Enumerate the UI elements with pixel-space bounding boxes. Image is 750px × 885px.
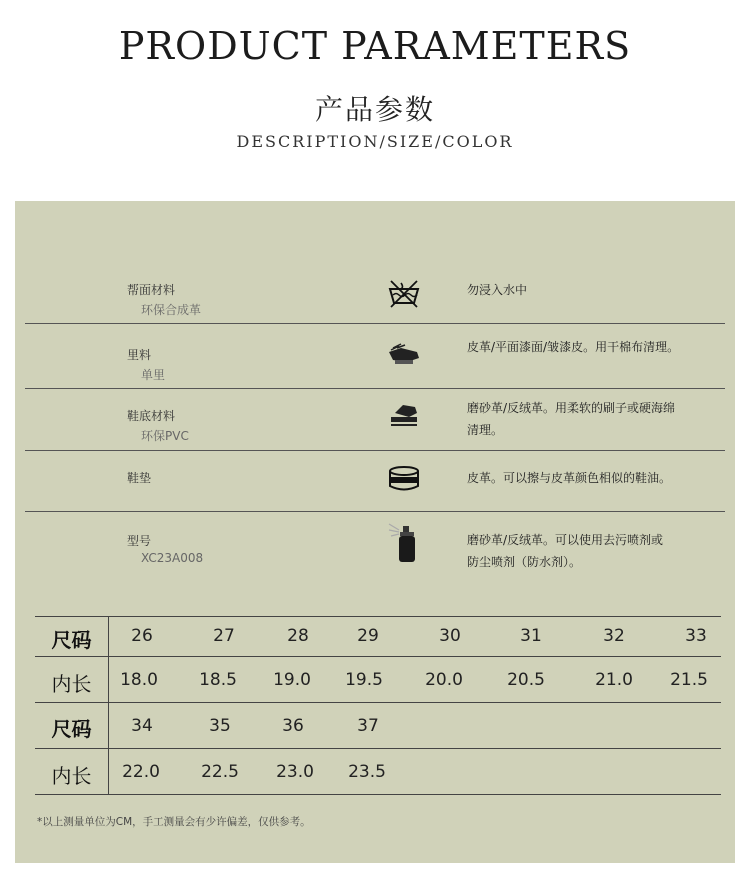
size-row-head: 尺码 — [51, 717, 92, 741]
size-row-head: 尺码 — [51, 628, 92, 652]
no-soak-water-icon — [387, 279, 421, 309]
measurement-note: *以上测量单位为CM，手工测量会有少许偏差，仅供参考。 — [37, 816, 311, 828]
param-value: 环保PVC — [141, 429, 189, 443]
page-subtitle-cn: 产品参数 — [314, 93, 435, 126]
wipe-hand-cloth-icon — [387, 340, 421, 370]
table-line — [35, 702, 721, 703]
table-cell: 19.0 — [273, 670, 311, 690]
table-line — [35, 656, 721, 657]
table-cell: 28 — [287, 626, 309, 646]
parameters-panel — [15, 201, 735, 863]
table-cell: 36 — [282, 716, 304, 736]
size-row-head: 内长 — [51, 672, 92, 696]
table-vline — [108, 616, 109, 794]
table-cell: 33 — [685, 626, 707, 646]
table-cell: 37 — [357, 716, 379, 736]
param-row-sole-material — [15, 389, 735, 451]
param-label: 帮面材料 — [127, 283, 176, 297]
table-cell: 23.5 — [348, 762, 386, 782]
care-instruction: 皮革。可以擦与皮革颜色相似的鞋油。 — [467, 471, 672, 485]
param-value: 单里 — [141, 368, 166, 382]
param-label: 鞋底材料 — [127, 409, 176, 423]
table-line — [35, 616, 721, 617]
param-label: 鞋垫 — [127, 471, 152, 485]
param-row-model — [15, 512, 735, 592]
table-cell: 21.0 — [595, 670, 633, 690]
care-instruction: 磨砂革/反绒革。用柔软的刷子或硬海绵清理。 — [467, 401, 676, 437]
table-cell: 21.5 — [670, 670, 708, 690]
table-cell: 18.5 — [199, 670, 237, 690]
table-line — [35, 794, 721, 795]
size-row-head: 内长 — [51, 764, 92, 788]
param-label: 型号 — [127, 534, 152, 548]
table-cell: 23.0 — [276, 762, 314, 782]
table-cell: 27 — [213, 626, 235, 646]
param-row-upper-material — [15, 201, 735, 324]
spray-can-icon — [387, 520, 421, 564]
table-cell: 26 — [131, 626, 153, 646]
table-cell: 35 — [209, 716, 231, 736]
table-cell: 22.0 — [122, 762, 160, 782]
table-cell: 18.0 — [120, 670, 158, 690]
param-row-insole — [15, 451, 735, 511]
page-subtitle-en: DESCRIPTION/SIZE/COLOR — [236, 132, 514, 151]
brush-icon — [387, 401, 421, 431]
table-cell: 22.5 — [201, 762, 239, 782]
care-instruction: 磨砂革/反绒革。可以使用去污喷剂或防尘喷剂（防水剂）。 — [467, 533, 664, 569]
page-title: PRODUCT PARAMETERS — [118, 24, 632, 68]
table-cell: 34 — [131, 716, 153, 736]
param-label: 里料 — [127, 348, 152, 362]
table-cell: 32 — [603, 626, 625, 646]
shoe-polish-tin-icon — [387, 464, 421, 494]
param-value: XC23A008 — [141, 551, 204, 565]
care-instruction: 勿浸入水中 — [467, 283, 528, 297]
table-cell: 20.0 — [425, 670, 463, 690]
table-cell: 20.5 — [507, 670, 545, 690]
table-line — [35, 748, 721, 749]
table-cell: 31 — [520, 626, 542, 646]
param-value: 环保合成革 — [141, 303, 202, 317]
table-cell: 19.5 — [345, 670, 383, 690]
table-cell: 30 — [439, 626, 461, 646]
table-cell: 29 — [357, 626, 379, 646]
care-instruction: 皮革/平面漆面/皱漆皮。用干棉布清理。 — [467, 340, 680, 354]
param-row-lining — [15, 324, 735, 388]
